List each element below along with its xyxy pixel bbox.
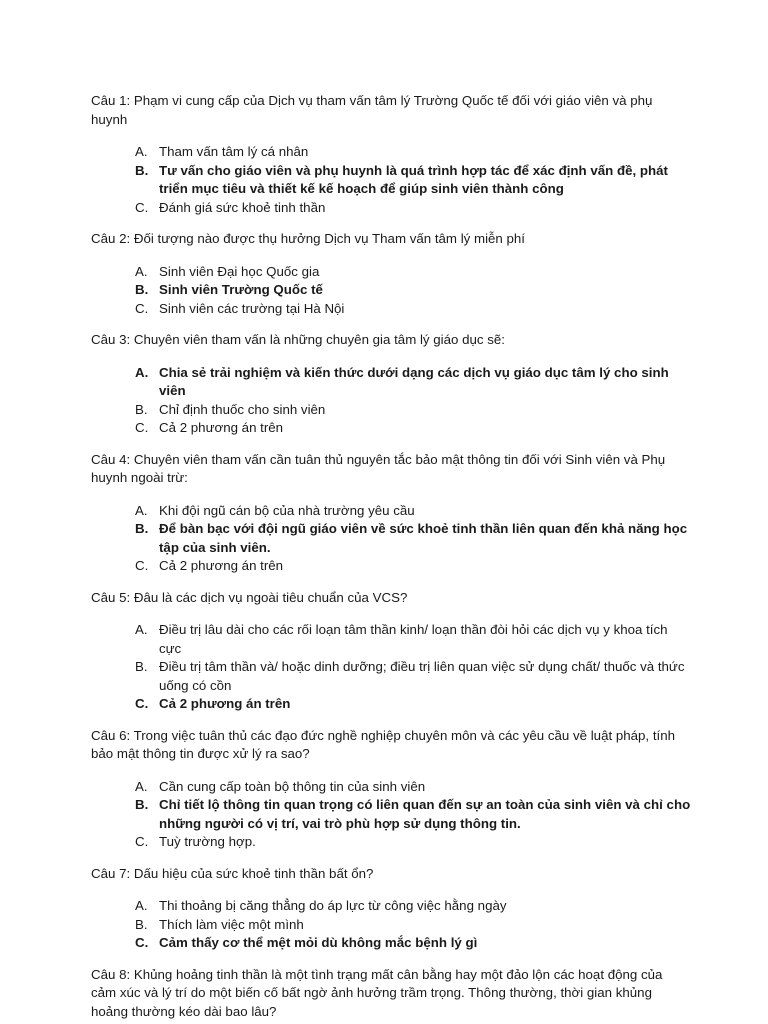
spacer — [91, 488, 691, 502]
spacer — [91, 852, 691, 865]
question-text: Câu 3: Chuyên viên tham vấn là những chuyên gia tâm lý giáo dục sẽ: — [91, 332, 505, 347]
answer-options — [91, 778, 691, 852]
option-letter: A. — [135, 622, 148, 637]
answer-option — [91, 916, 691, 935]
answer-option — [91, 897, 691, 916]
option-text: Chỉ định thuốc cho sinh viên — [159, 401, 326, 417]
answer-options — [91, 897, 691, 953]
option-letter: C. — [135, 199, 149, 215]
answer-option — [91, 557, 691, 576]
option-text: Để bàn bạc với đội ngũ giáo viên về sức khoẻ tinh thần liên quan đến khả năng học tập của sinh viên. — [159, 521, 688, 555]
option-letter: B. — [135, 401, 148, 417]
option-text: Chỉ tiết lộ thông tin quan trọng có liên quan đến sự an toàn của sinh viên và chỉ cho những người có vị trí, vai trò phù hợp sử dụng thông tin. — [159, 797, 691, 831]
spacer — [91, 953, 691, 966]
option-letter: B. — [135, 521, 149, 536]
spacer — [91, 438, 691, 451]
option-letter: B. — [135, 162, 149, 178]
option-letter: C. — [135, 696, 149, 711]
answer-option-correct — [91, 796, 691, 833]
answer-option — [91, 300, 691, 319]
spacer — [91, 129, 691, 143]
option-letter: A. — [135, 778, 148, 794]
option-text: Điều trị tâm thần và/ hoặc dinh dưỡng; điều trị liên quan việc sử dụng chất/ thuốc và thức uống có cồn — [159, 659, 685, 693]
option-letter: C. — [135, 558, 149, 573]
spacer — [91, 607, 691, 621]
option-letter: C. — [135, 300, 149, 316]
answer-option — [91, 778, 691, 797]
option-letter: A. — [135, 898, 148, 913]
answer-option-correct — [91, 520, 691, 557]
question-text: Câu 7: Dấu hiệu của sức khoẻ tinh thần bất ổn? — [91, 865, 374, 881]
option-text: Cần cung cấp toàn bộ thông tin của sinh viên — [159, 778, 426, 794]
option-text: Khi đội ngũ cán bộ của nhà trường yêu cầu — [159, 502, 415, 518]
document-page — [91, 92, 691, 1021]
answer-option — [91, 199, 691, 218]
option-text: Tư vấn cho giáo viên và phụ huynh là quá trình hợp tác để xác định vấn đề, phát triển mục tiêu và thiết kế kế hoạch để giúp sinh viên thành công — [159, 162, 668, 196]
question-text: Câu 1: Phạm vi cung cấp của Dịch vụ tham vấn tâm lý Trường Quốc tế đối với giáo viên và phụ huynh — [91, 93, 653, 127]
option-letter: C. — [135, 834, 149, 849]
answer-option — [91, 621, 691, 658]
spacer — [91, 318, 691, 331]
option-letter: A. — [135, 263, 148, 279]
answer-options — [91, 263, 691, 319]
answer-option — [91, 401, 691, 420]
answer-option-correct — [91, 364, 691, 401]
spacer — [91, 764, 691, 778]
answer-option-correct — [91, 281, 691, 300]
option-text: Tham vấn tâm lý cá nhân — [159, 144, 309, 159]
option-text: Điều trị lâu dài cho các rối loạn tâm thần kinh/ loạn thần đòi hỏi các dịch vụ y khoa tích cực — [159, 622, 668, 656]
option-text: Sinh viên Trường Quốc tế — [159, 282, 323, 297]
answer-option-correct — [91, 934, 691, 953]
spacer — [91, 249, 691, 263]
answer-options — [91, 502, 691, 576]
option-text: Chia sẻ trải nghiệm và kiến thức dưới dạng các dịch vụ giáo dục tâm lý cho sinh viên — [159, 364, 669, 398]
question-text: Câu 4: Chuyên viên tham vấn cần tuân thủ nguyên tắc bảo mật thông tin đối với Sinh viên và Phụ huynh ngoài trừ: — [91, 451, 666, 485]
option-letter: C. — [135, 935, 149, 950]
option-letter: A. — [135, 364, 149, 380]
option-text: Sinh viên các trường tại Hà Nội — [159, 300, 345, 316]
option-text: Cả 2 phương án trên — [159, 420, 284, 435]
option-letter: B. — [135, 797, 149, 812]
question-text: Câu 2: Đối tượng nào được thụ hưởng Dịch vụ Tham vấn tâm lý miễn phí — [91, 231, 525, 246]
option-text: Cả 2 phương án trên — [159, 558, 284, 573]
answer-options — [91, 364, 691, 438]
answer-option — [91, 263, 691, 282]
option-text: Đánh giá sức khoẻ tinh thần — [159, 199, 326, 215]
question-text: Câu 5: Đâu là các dịch vụ ngoài tiêu chuẩn của VCS? — [91, 589, 408, 605]
spacer — [91, 714, 691, 727]
answer-options — [91, 621, 691, 714]
answer-option — [91, 143, 691, 162]
option-letter: C. — [135, 420, 149, 435]
option-letter: A. — [135, 144, 148, 159]
option-letter: A. — [135, 502, 148, 518]
option-text: Cả 2 phương án trên — [159, 696, 291, 711]
spacer — [91, 350, 691, 364]
spacer — [91, 883, 691, 897]
answer-options — [91, 143, 691, 217]
option-letter: B. — [135, 282, 149, 297]
answer-option — [91, 502, 691, 521]
spacer — [91, 576, 691, 589]
option-letter: B. — [135, 659, 148, 674]
option-text: Sinh viên Đại học Quốc gia — [159, 263, 320, 279]
option-text: Thi thoảng bị căng thẳng do áp lực từ công việc hằng ngày — [159, 898, 507, 913]
option-text: Cảm thấy cơ thể mệt mỏi dù không mắc bệnh lý gì — [159, 935, 478, 950]
answer-option — [91, 419, 691, 438]
answer-option — [91, 833, 691, 852]
answer-option-correct — [91, 695, 691, 714]
question-text: Câu 6: Trong việc tuân thủ các đạo đức nghề nghiệp chuyên môn và các yêu cầu về luật pháp, tính bảo mật thông tin được xử lý ra sao? — [91, 727, 676, 761]
answer-option-correct — [91, 162, 691, 199]
option-letter: B. — [135, 916, 148, 932]
answer-option — [91, 658, 691, 695]
option-text: Tuỳ trường hợp. — [159, 834, 256, 849]
option-text: Thích làm việc một mình — [159, 916, 304, 932]
question-text: Câu 8: Khủng hoảng tinh thần là một tình trạng mất cân bằng hay một đảo lộn các hoạt động của cảm xúc và lý trí do một biến cố bất ngờ ảnh hưởng trầm trọng. Thông thường, thời gian khủng hoảng thường kéo dài bao lâu? — [91, 966, 663, 1019]
spacer — [91, 217, 691, 230]
